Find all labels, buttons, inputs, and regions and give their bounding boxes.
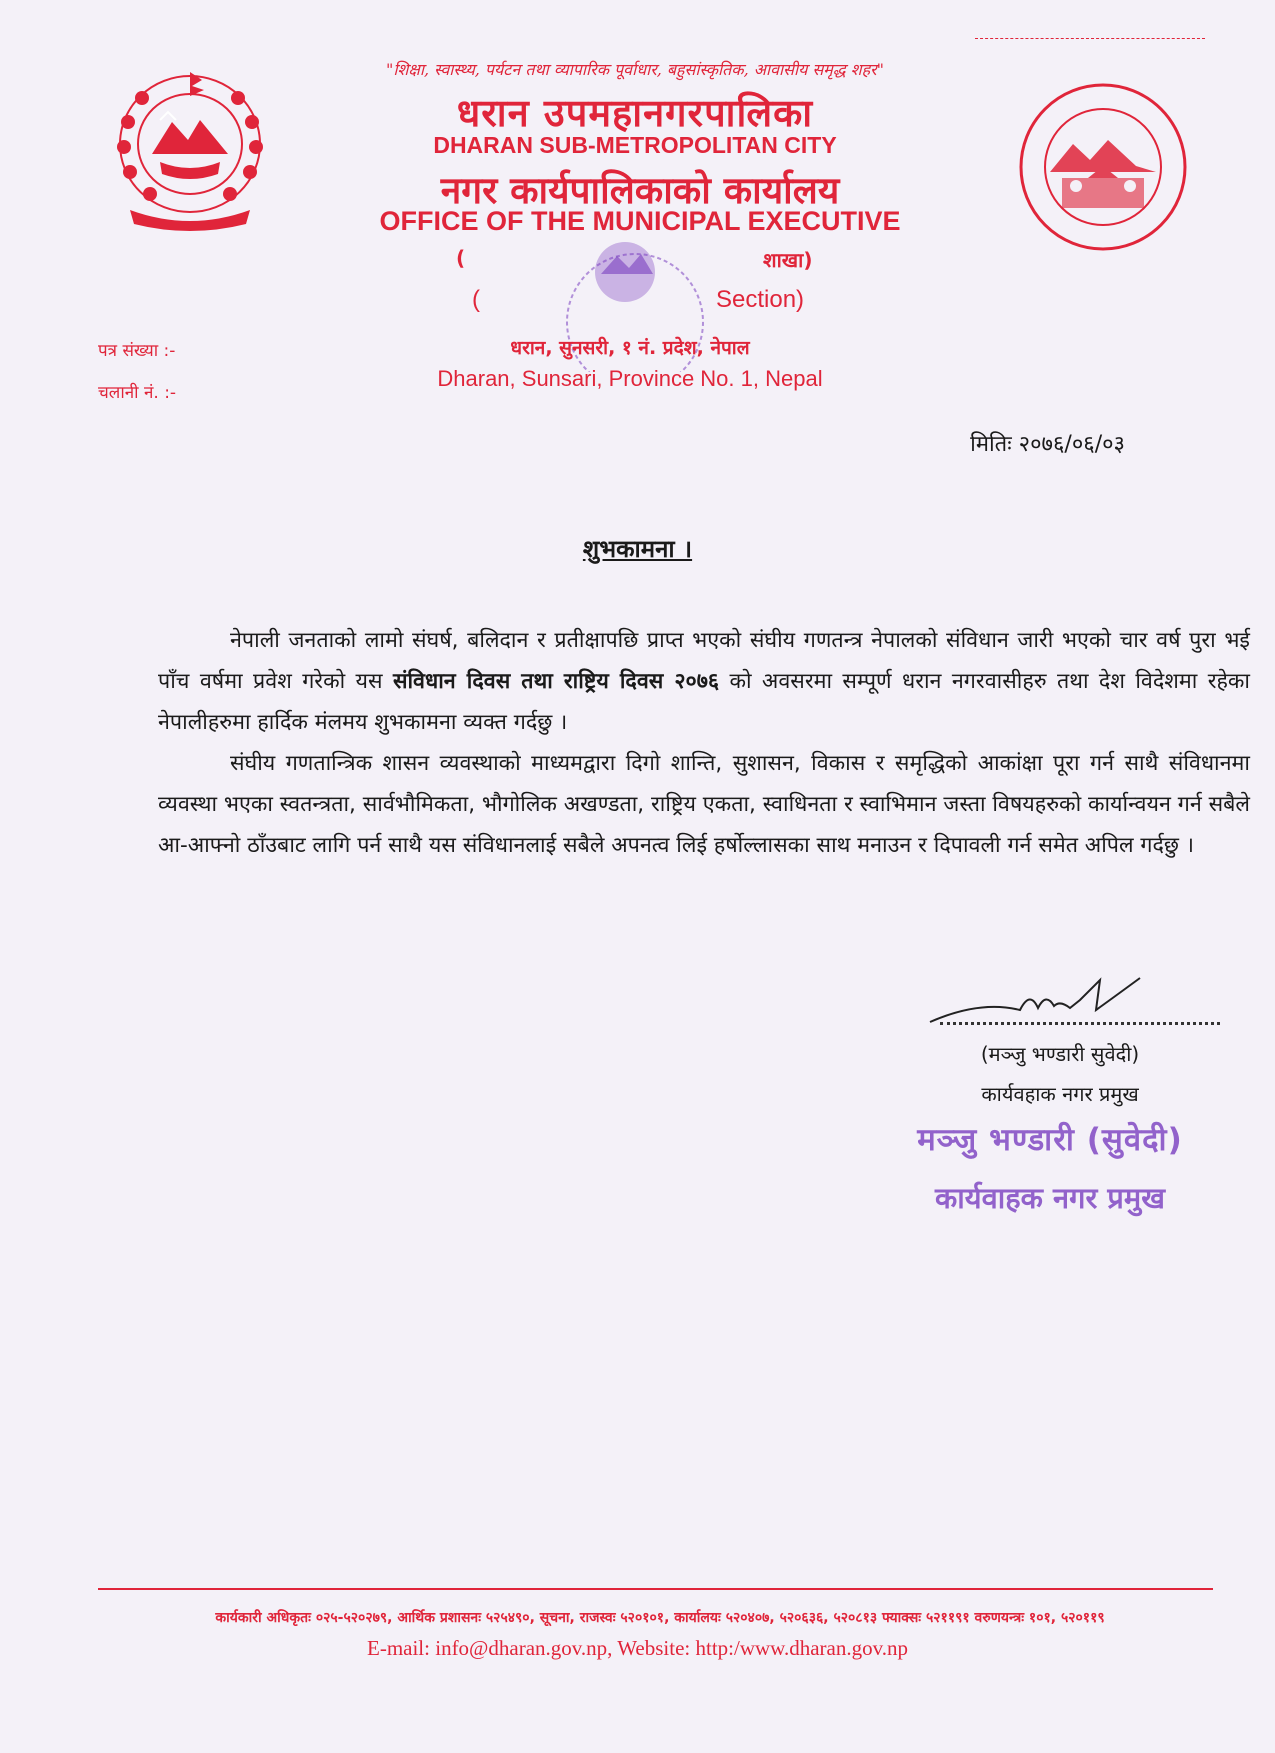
footer-rule — [98, 1588, 1213, 1590]
branch-en-label: Section) — [716, 286, 805, 313]
signatory-title: कार्यवहाक नगर प्रमुख — [981, 1082, 1139, 1106]
municipal-seal-icon — [1018, 82, 1188, 252]
signature-stamp-title: कार्यवाहक नगर प्रमुख — [935, 1181, 1165, 1215]
nepal-emblem-icon — [100, 62, 280, 232]
signature-line — [940, 1022, 1220, 1025]
paragraph-1-highlight: संविधान दिवस तथा राष्ट्रिय दिवस २०७६ — [392, 669, 720, 694]
branch-np-open: ( — [456, 246, 466, 270]
dispatch-number-label: चलानी नं. :- — [98, 383, 177, 403]
municipality-title-en: DHARAN SUB-METROPOLITAN CITY — [433, 132, 837, 158]
office-title-en: OFFICE OF THE MUNICIPAL EXECUTIVE — [379, 206, 901, 236]
footer-contact: E-mail: info@dharan.gov.np, Website: http:/www.dharan.gov.np — [367, 1636, 908, 1660]
motto: "शिक्षा, स्वास्थ्य, पर्यटन तथा व्यापारिक पूर्वाधार, बहुसांस्कृतिक, आवासीय समृद्ध शहर" — [385, 60, 885, 79]
paragraph-1 — [158, 620, 1250, 743]
paragraph-1-text: नेपाली जनताको लामो संघर्ष, बलिदान र प्रतीक्षापछि प्राप्त भएको संघीय गणतन्त्र नेपालको संविधान जारी भएको चार वर्ष पुरा भई पाँच वर्षमा प्रवेश गरेको यस — [158, 628, 1250, 694]
paragraph-1-text-end: को अवसरमा सम्पूर्ण धरान नगरवासीहरु तथा देश विदेशमा रहेका नेपालीहरुमा हार्दिक मंलमय शुभकामना व्यक्त गर्दछु । — [158, 669, 1250, 735]
address-np: धरान, सुनसरी, १ नं. प्रदेश, नेपाल — [510, 337, 750, 359]
paragraph-2: संघीय गणतान्त्रिक शासन व्यवस्थाको माध्यमद्वारा दिगो शान्ति, सुशासन, विकास र समृद्धिको आकांक्षा पूरा गर्न साथै संविधानमा व्यवस्था भएका स्वतन्त्रता, सार्वभौमिकता, भौगोलिक अखण्डता, राष्ट्रिय एकता, स्वाधिनता र स्वाभिमान जस्ता विषयहरुको कार्यान्वयन गर्न सबैले आ-आफ्नो ठाँउबाट लागि पर्न साथै यस संविधानलाई सबैले अपनत्व लिई हर्षोल्लासका साथ मनाउन र दिपावली गर्न समेत अपिल गर्दछु । — [158, 751, 1250, 858]
office-title-np: नगर कार्यपालिकाको कार्यालय — [440, 169, 840, 212]
branch-en-open: ( — [472, 286, 480, 313]
signature-mark — [920, 970, 1160, 1030]
footer-phone-numbers: कार्यकारी अधिकृतः ०२५-५२०२७९, आर्थिक प्रशासनः ५२५४९०, सूचना, राजस्वः ५२०१०१, कार्यालयः ५२०४०७, ५२०६३६, ५२०८१३ फ्याक्सः ५२११९१ वरुणयन्त्रः १०१, ५२०११९ — [215, 1610, 1105, 1626]
letter-subject: शुभकामना । — [582, 535, 693, 563]
address-en: Dharan, Sunsari, Province No. 1, Nepal — [437, 366, 823, 391]
letter-body — [158, 620, 1250, 866]
letter-number-label: पत्र संख्या :- — [98, 341, 176, 361]
letter-date: मितिः २०७६/०६/०३ — [970, 432, 1125, 457]
branch-np-label: शाखा) — [763, 248, 813, 272]
signature-stamp-name: मञ्जु भण्डारी (सुवेदी) — [917, 1122, 1183, 1158]
top-dashed-rule — [975, 38, 1205, 39]
signatory-name: (मञ्जु भण्डारी सुवेदी) — [980, 1042, 1140, 1066]
municipality-title-np: धरान उपमहानगरपालिका — [456, 91, 814, 135]
